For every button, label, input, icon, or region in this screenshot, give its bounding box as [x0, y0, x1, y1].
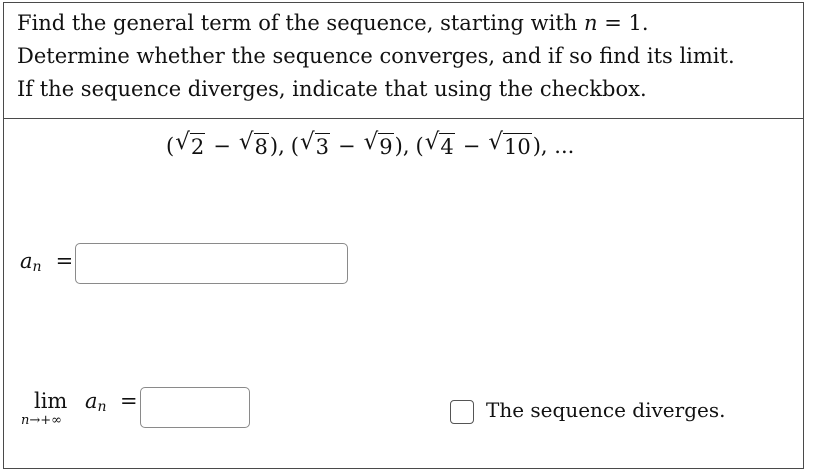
general-term-input[interactable]: [75, 243, 348, 284]
section-divider: [4, 118, 803, 119]
sequence-expression: ( √ 2 − √ 8 ), ( √ 3 − √ 9 ), ( √ 4 − √ 10 ), ...: [166, 129, 575, 159]
general-term-label: $a_n$ =: [20, 249, 74, 275]
question-panel: Find the general term of the sequence, starting with n = 1. Determine whether the sequence converges, and if so find its limit. If the sequence diverges, indicate that using the checkbox. ( √ 2 − √ 8 ), ( √ 3 − √ 9 ), ( √ 4 − √ 10 ), ... $a_n$ = lim n→+∞ $a_n$ = The sequence diverges.: [3, 2, 804, 469]
sqrt-10: √ 10: [488, 129, 531, 159]
limit-input[interactable]: [140, 387, 250, 428]
sqrt-8: √ 8: [238, 129, 268, 159]
diverges-checkbox[interactable]: [450, 400, 474, 424]
instruction-line-2: Determine whether the sequence converges, and if so find its limit.: [17, 44, 735, 68]
instruction-line-1: Find the general term of the sequence, starting with n = 1.: [17, 11, 649, 35]
sqrt-3: √ 3: [299, 129, 329, 159]
instruction-line-3: If the sequence diverges, indicate that using the checkbox.: [17, 77, 647, 101]
sqrt-2: √ 2: [175, 129, 205, 159]
sqrt-9: √ 9: [363, 129, 393, 159]
diverges-label[interactable]: The sequence diverges.: [486, 398, 726, 422]
sqrt-4: √ 4: [424, 129, 454, 159]
